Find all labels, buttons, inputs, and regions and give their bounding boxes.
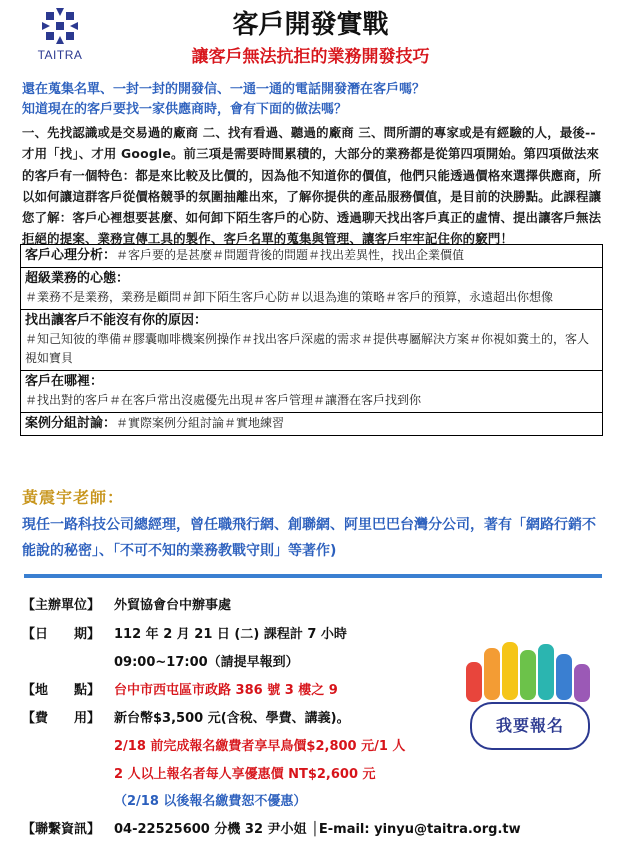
topic-detail: ＃業務不是業務，業務是顧問＃卸下陌生客戶心防＃以退為進的策略＃客戶的預算，永遠超出你想像 (25, 290, 554, 304)
page-subtitle: 讓客戶無法抗拒的業務開發技巧 (191, 47, 430, 67)
location-value: 台中市西屯區市政路 386 號 3 樓之 9 (114, 683, 338, 698)
contact-line (22, 821, 521, 839)
contact-value: 04-22525600 分機 32 尹小姐 │E-mail: yinyu@taitra.org.tw (114, 822, 521, 837)
fee-value: 新台幣$3,500 元(含稅、學費、講義)。 (114, 711, 350, 726)
topic-row (21, 310, 602, 371)
date-value: 112 年 2 月 21 日 (二) 課程計 7 小時 (114, 627, 347, 642)
organizer-line (22, 597, 231, 615)
intro-questions (22, 80, 612, 120)
logo-text: TAITRA (37, 48, 83, 62)
topic-title: 客戶心理分析： (25, 248, 117, 263)
fee-label: 【費 用】 (22, 711, 101, 726)
topic-detail: ＃知己知彼的準備＃膠囊咖啡機案例操作＃找出客戶深處的需求＃提供專屬解決方案＃你視如糞土的，客人視如寶貝 (25, 332, 590, 365)
signup-button[interactable]: 我要報名 (470, 702, 590, 750)
organizer-label: 【主辦單位】 (22, 598, 101, 613)
intro-question-2: 知道現在的客戶要找一家供應商時，會有下面的做法嗎？ (22, 102, 348, 117)
contact-label: 【聯繫資訊】 (22, 822, 101, 837)
topic-detail: ＃找出對的客戶＃在客戶常出沒處優先出現＃客戶管理＃讓潛在客戶找到你 (25, 393, 422, 407)
page-title: 客戶開發實戰 (232, 10, 389, 40)
early-bird-offer: 2/18 前完成報名繳費者享早鳥價$2,800 元/1 人 (114, 739, 406, 754)
topic-row (21, 371, 602, 413)
teacher-bio: 現任一路科技公司總經理，曾任職飛行網、創聯網、阿里巴巴台灣分公司，著有「網路行銷不能說的秘密」、「不可不知的業務教戰守則」等著作) (22, 517, 596, 559)
topic-detail: ＃客戶要的是甚麼＃問題背後的問題＃找出差異性，找出企業價值 (116, 248, 465, 262)
intro-body: 一、先找認識或是交易過的廠商 二、找有看過、聽過的廠商 三、問所謂的專家或是有經驗的人，最後--才用「找」、才用 Google。前三項是需要時間累積的，大部分的業務都是從第四項開始。第四項做法來的客戶有一個特色：都是來比較及比價的，因為他不知道你的價值，他們只能透過價格來選擇供應商，所以如何讓這群客戶從價格競爭的氛圍抽離出來，了解你提供的產品服務價值，是目前的決勝點。此課程讓您了解：客戶心裡想要甚麼、如何卸下陌生客戶的心防、透過聊天找出客戶真正的虛情、提出讓客戶無法拒絕的提案、業務宣傳工具的製作、客戶名單的蒐集與管理、讓客戶牢牢記住你的竅門！ (22, 125, 602, 247)
topic-title: 超級業務的心態： (25, 271, 130, 286)
course-topics-table (20, 244, 603, 436)
teacher-name: 黃震宇老師： (22, 488, 125, 507)
topic-detail: ＃實際案例分組討論＃實地練習 (116, 416, 285, 430)
time-value: 09:00~17:00（請提早報到） (114, 655, 299, 670)
organizer-value: 外貿協會台中辦事處 (114, 598, 232, 613)
location-line (22, 682, 338, 700)
topic-title: 找出讓客戶不能沒有你的原因： (25, 313, 208, 328)
topic-title: 案例分組討論： (25, 416, 117, 431)
late-note: （2/18 以後報名繳費恕不優惠） (114, 794, 307, 809)
topic-row (21, 413, 602, 435)
section-divider (24, 574, 602, 578)
date-label: 【日 期】 (22, 627, 101, 642)
location-label: 【地 點】 (22, 683, 101, 698)
topic-title: 客戶在哪裡： (25, 374, 104, 389)
topic-row (21, 245, 602, 268)
group-offer: 2 人以上報名者每人享優惠價 NT$2,600 元 (114, 767, 376, 782)
intro-question-1: 還在蒐集名單、一封一封的開發信、一通一通的電話開發潛在客戶嗎？ (22, 82, 426, 97)
topic-row (21, 268, 602, 310)
date-line (22, 626, 347, 644)
fee-line (22, 710, 350, 728)
